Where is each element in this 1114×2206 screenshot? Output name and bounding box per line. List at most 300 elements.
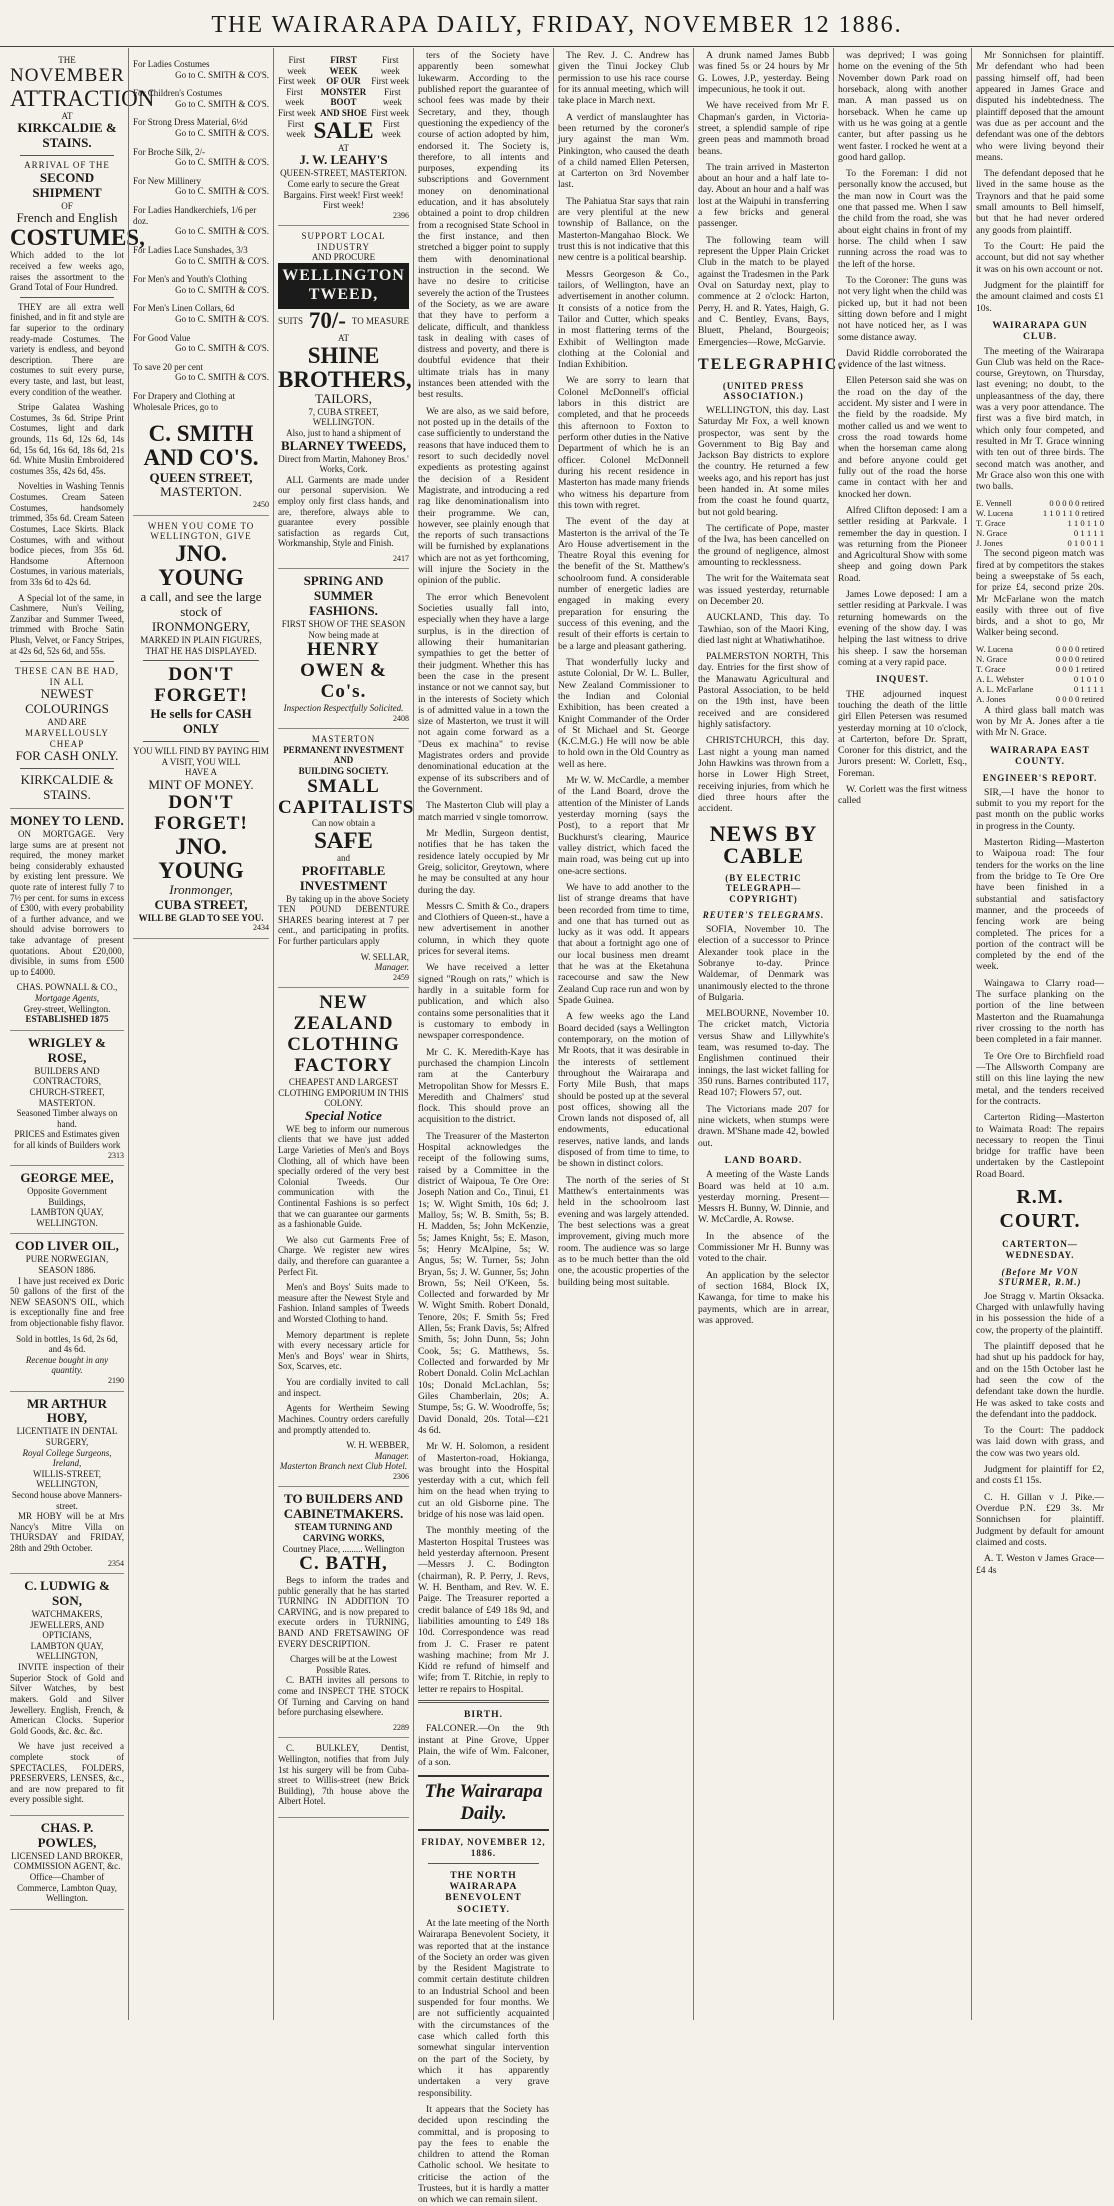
article-paragraph: To the Foreman: I did not personally know the accused, but the man now in Court was the one that passed me. When I saw the child from the road, she was about eight chains in front of my horse. The child when I saw running across the road was to the left of the horse. <box>838 168 967 270</box>
column-7 <box>833 48 971 2020</box>
ad-text: AND ARE <box>47 717 87 728</box>
ad-text: Charges will be at the Lowest Possible Rates. <box>289 1654 398 1675</box>
list-sign: Go to C. SMITH & CO'S. <box>175 343 269 354</box>
ad-text: SUITS <box>278 315 304 326</box>
article-paragraph: A third glass ball match was won by Mr A. Jones after a tie with Mr N. Grace. <box>976 704 1104 739</box>
ad-text: THEY are all extra well finished, and in fit and style are far superior to the ordinary ready-made Costumes. The variety is endless, and beyond description. There are costumes to suit every purse, every taste, and last, but least, every condition of the weather. <box>10 301 124 397</box>
gun-club-heading: WAIRARAPA GUN CLUB. <box>992 319 1088 343</box>
ad-text: Royal College Surgeons, Ireland, <box>22 1447 112 1469</box>
article-paragraph: To the Court: The paddock was laid down with grass, and the cow was two years old. <box>976 1425 1104 1459</box>
article-paragraph: Messrs Georgeson & Co., tailors, of Wellington, have an advertisement in another column. It consists of a notice from the Tailor and Cutter, which speaks in most flattering terms of the Exhibit of Wellington made clothing at the Colonial and Indian Exhibition. <box>558 268 689 371</box>
ad-text: CHURCH-STREET, MASTERTON. <box>29 1086 105 1108</box>
article-paragraph: MELBOURNE, November 10. The cricket match, Victoria versus Shaw and Lillywhite's team, was resumed to-day. The Englishmen continued their innings, the last wicket falling for 350 runs. Barnes contributed 117, Read 107; Flowers 57, out. <box>698 1008 829 1099</box>
article-paragraph: Mr Medlin, Surgeon dentist, notifies that he has taken the residence lately occupied by Mr Greig, solicitor, Greytown, where he may be consulted at any hour during the day. <box>418 827 549 896</box>
ad-heading: FOR CASH ONLY. <box>15 748 119 764</box>
list-label: For Children's Costumes <box>133 88 223 99</box>
ad-text: Which added to the lot received a few weeks ago, raises the assortment to the Grand Total of Four Hundred. <box>10 250 124 293</box>
ad-text: MASTERTON <box>311 734 376 745</box>
bulkley-ad <box>278 1738 409 1818</box>
smith-row <box>133 358 269 387</box>
ad-text: PURE NORWEGIAN, SEASON 1886. <box>25 1254 109 1275</box>
article-paragraph: Judgment for the plaintiff for the amount claimed and costs £1 10s. <box>976 279 1104 314</box>
ad-text: LICENTIATE IN DENTAL SURGERY, <box>16 1426 118 1447</box>
article-paragraph: Masterton Riding—Masterton to Waipoua road: The four tenders for the works on the line from the bridge to Te Ore Ore have been finished in a substantial and satisfactory manner, and the proceeds of fencing work are being completed. The prices for a portion of the contract will be completed by the end of the week. <box>976 837 1104 973</box>
score-row: A. L. McFarlane 0 1 1 1 1 <box>976 684 1104 695</box>
ad-text: LAMBTON QUAY, WELLINGTON. <box>30 1207 104 1228</box>
ad-text: Now being made at <box>308 629 379 640</box>
ad-text: LICENSED LAND BROKER, <box>11 1850 123 1861</box>
list-sign: Go to C. SMITH & CO'S. <box>175 372 269 383</box>
ad-text: QUEEN-STREET, MASTERTON. <box>280 168 407 179</box>
ad-text: PRICES and Estimates given for all kinds of Builders work <box>13 1129 121 1151</box>
ad-heading: WELLINGTON TWEED, <box>278 263 409 309</box>
ad-text: Opposite Government Buildings, <box>27 1186 107 1207</box>
list-label: For Men's and Youth's Clothing <box>133 274 248 285</box>
ad-text: Manager. <box>374 1450 409 1461</box>
ad-ref: 2450 <box>253 500 269 510</box>
ad-text: AT <box>338 142 349 153</box>
editorial-heading: THE NORTH WAIRARAPA BENEVOLENT SOCIETY. <box>445 1869 522 1915</box>
ad-text: THESE CAN BE HAD, IN ALL <box>15 666 119 687</box>
list-sign: Go to C. SMITH & CO'S. <box>175 284 269 295</box>
column-1 <box>6 48 155 2020</box>
list-sign: Go to C. SMITH & CO'S. <box>175 128 269 139</box>
sale-row: First week AND SHOE First week <box>278 108 409 119</box>
henry-owen-ad <box>278 569 409 729</box>
ad-text: WILL BE GLAD TO SEE YOU. <box>138 912 264 923</box>
ad-heading: COSTUMES, <box>10 225 145 251</box>
ad-text: MARKED IN PLAIN FIGURES, <box>140 635 262 646</box>
article-paragraph: The monthly meeting of the Masterton Hospital Trustees was held yesterday afternoon. Present—Messrs J. C. Bodington (chairman), R. P. Perry, J. Revs, W. H. Bentham, and Rev. W. E. Paige. The Treasurer reported a credit balance of £49 18s 9d, and liabilities amounting to £49 18s 10d. Correspondence was read from J. C. Fraser re patent washing machine; from Mr J. Kidd re refund of himself and wife; from T. Ritchie, in reply to letter re repairs to Hospital. <box>418 1525 549 1695</box>
ad-heading: MR ARTHUR HOBY, <box>26 1395 108 1426</box>
ad-text: HAVE A <box>184 767 218 778</box>
ad-text: BUILDERS AND CONTRACTORS, <box>32 1065 102 1087</box>
cable-agency: REUTER'S TELEGRAMS. <box>702 910 825 921</box>
list-label: For Ladies Lace Sunshades, 3/3 <box>133 244 248 255</box>
article-paragraph: Mr Sonnichsen for plaintiff. Mr defendant who had been passing himself off, had been appeared in James Grace and disputed his indebtedness. The plaintiff deposed that the amount was due as per account and the defendant was one of the debtors who were living beyond their means. <box>976 50 1104 163</box>
telegraphic-heading: TELEGRAPHIC. <box>698 355 845 373</box>
article-paragraph: The following team will represent the Upper Plain Cricket Club in the match to be played against the Tradesmen in the Park Oval on Saturday next, play to commence at 2 o'clock: Harton, Perry, H. and R. Yates, Haigh, G. and C. Bentley, Evans, Bays, Bluett, Pheland, Bourgeois; Emergencies—Rowe, McGarvie. <box>698 234 829 348</box>
ad-heading: CLOTHING FACTORY <box>287 1034 400 1077</box>
ad-firm: KIRKCALDIE & STAINS. <box>20 772 114 803</box>
ad-firm: KIRKCALDIE & STAINS. <box>17 120 117 151</box>
smith-row <box>133 201 269 241</box>
ad-heading: French and English <box>16 210 118 226</box>
sale-row: First week MONSTER BOOT First week <box>285 86 402 108</box>
list-label: For Good Value <box>133 332 191 343</box>
article-paragraph: Joe Stragg v. Martin Oksacka. Charged with unlawfully having in his possession the hide of a cow, the property of the plaintiff. <box>976 1290 1104 1336</box>
article-paragraph: We are sorry to learn that Colonel McDonnell's official labors in this district are completed, and that he proceeds this afternoon to Foxton to perform other duties in the Native Department of which he is an officer. Colonel McDonnell during his recent residence in Masterton has made many friends who witness his departure from this town with regret. <box>558 375 689 511</box>
list-sign: Go to C. SMITH & CO'S. <box>175 186 269 197</box>
young-ad <box>133 516 269 939</box>
article-paragraph: We have received a letter signed "Rough on rats," which is hardly in a suitable form for publication, and which also contains some personalities that it is customary to embody in newspaper correspondence. <box>418 962 549 1042</box>
article-paragraph: was deprived; I was going home on the evening of the 5th November down Park road on horseback, along with another man. A man passed us on horseback. When he came up with us he was going at a gentle canter, but after passing us he went faster. I rocked he went at a good hard gallop. <box>838 50 967 163</box>
ad-text: Recenue bought in any quantity. <box>25 1354 109 1376</box>
article-paragraph: PALMERSTON NORTH, This day. Entries for the first show of the Manawatu Agricultural and Pastoral Association, to be held on the 19th inst, have been received and are considered highly satisfactory. <box>698 651 829 731</box>
ad-text: Agents for Wertheim Sewing Machines. Country orders carefully and promptly attended to. <box>278 1403 409 1435</box>
birth-heading: BIRTH. <box>464 1709 503 1721</box>
article-paragraph: Mr C. K. Meredith-Kaye has purchased the champion Lincoln ram at the Canterbury Metropolitan Show for Messrs E. Meredith and Chalmers' stud flock. This should prove an acquisition to the district. <box>418 1046 549 1126</box>
ad-text: LAMBTON QUAY, WELLINGTON, <box>30 1640 104 1662</box>
ad-heading: IRONMONGERY, <box>151 619 251 635</box>
ad-firm: J. W. LEAHY'S <box>299 152 388 168</box>
ad-text: Sold in bottles, 1s 6d, 2s 6d, and 4s 6d. <box>16 1333 118 1355</box>
list-sign: Go to C. SMITH & CO'S. <box>175 255 269 266</box>
article-paragraph: James Lowe deposed: I am a settler residing at Parkvale. I was returning homewards on the evening of the show day. I was helping the last witness to drive his sheep. I saw the horseman coming at a very rapid pace. <box>838 589 967 668</box>
ad-firm: JNO. YOUNG <box>158 833 244 883</box>
ad-text: By taking up in the above Society TEN POUND DEBENTURE SHARES bearing interest at 7 per cent., and participating in profits. For further particulars apply <box>278 893 409 947</box>
ad-text: FIRST SHOW OF THE SEASON <box>281 619 406 630</box>
ad-text: C. BATH invites all persons to come and INSPECT THE STOCK Of Turning and Carving on hand before purchasing elsewhere. <box>278 1675 409 1718</box>
suit-price <box>278 309 409 333</box>
ad-text: Memory department is replete with every necessary article for Men's and Boys' wear in Shirts, Sox, Scarves, etc. <box>278 1329 409 1372</box>
article-paragraph: CHRISTCHURCH, this day. Last night a young man named John Hawkins was thrown from a horse in Lower High Street, receiving injuries, from which he died three hours after the accident. <box>698 735 829 815</box>
list-label: For Men's Linen Collars, 6d <box>133 303 235 314</box>
editorial-date: FRIDAY, NOVEMBER 12, 1886. <box>421 1837 546 1859</box>
list-label: For Ladies Costumes <box>133 59 210 69</box>
article-paragraph: Mr W. W. McCardle, a member of the Land Board, drove the attention of the Minister of Lands yesterday morning (says the Post), to a report that Mr Buckhurst's clearing, Maurice valley district, which faced the main road, was being cut up into one-acre sections. <box>558 775 689 877</box>
ad-text: Courtney Place, ......... Wellington <box>282 1543 405 1554</box>
ad-price: 70/- <box>308 307 346 333</box>
smith-row <box>133 143 269 172</box>
ad-text: AT <box>338 332 349 343</box>
ad-heading: SMALL CAPITALISTS <box>278 775 415 818</box>
ad-text: ARRIVAL OF THE <box>24 160 110 171</box>
smith-row <box>133 113 269 142</box>
article-paragraph: Waingawa to Clarry road—The surface planking on the portion of the line between Masterton and the Ruamahunga river crossing to the north has been completed in a fair manner. <box>976 977 1104 1046</box>
article-paragraph: The defendant deposed that he lived in the same house as the Traynors and that he paid some small amounts to Bell himself, but that he had never ordered any goods from plaintiff. <box>976 168 1104 236</box>
ad-heading: COD LIVER OIL, <box>15 1238 119 1254</box>
list-label: For Ladies Handkerchiefs, 1/6 per doz. <box>133 205 257 226</box>
score-row: T. Grace 1 1 0 1 1 0 <box>976 517 1104 528</box>
ad-text: Direct from Martin, Mahoney Bros.' Works, Cork. <box>278 453 409 475</box>
ad-text: Come early to secure the Great Bargains. First week! First week! First week! <box>283 178 404 211</box>
ad-heading: NEW ZEALAND <box>293 992 394 1035</box>
ad-firm: C. BATH, <box>299 1553 388 1575</box>
article-paragraph: Mr W. H. Solomon, a resident of Masterton-road, Hokianga, was brought into the Hospital yesterday with a cut, which fell him on the head when trying to cut an old Gisborne pine. The bridge of his nose was laid open. <box>418 1441 549 1521</box>
ad-text: Second house above Manners-street. <box>11 1490 123 1511</box>
list-label: For New Millinery <box>133 175 201 186</box>
ad-heading: DON'T FORGET! <box>154 664 248 707</box>
ad-heading: GEORGE MEE, <box>20 1170 114 1186</box>
cod-liver-oil-ad <box>10 1234 124 1391</box>
editorial-masthead: The Wairarapa Daily. <box>418 1775 549 1832</box>
ad-text: Mortgage Agents, <box>34 993 100 1004</box>
hoby-ad <box>10 1392 124 1575</box>
telegraphic-subheading: (UNITED PRESS ASSOCIATION.) <box>722 380 805 402</box>
article-paragraph: Messrs C. Smith & Co., drapers and Clothiers of Queen-st., have a new advertisement in another column, in which they quote prices for several items. <box>418 900 549 958</box>
article-paragraph: ters of the Society have apparently been somewhat lukewarm. According to the published report the guarantee of school fees was made by their Secretary, and they, though questioning the expediency of the course of action adopted by him, endorsed it. The Society is, therefore, to all intents and purposes, expending its subscriptions and Government money on denominational education, and it has absolutely obtained a point to drop children from a recognised State School in the first instance, and then stretched a bigger point to supply them with denominational instruction in the second. We have no desire to criticise severely the action of the Trustees of the Society, as we are aware that they have to perform a delicate, difficult, and thankless task in dealing with cases of distress and poverty, and there is doubtful evidence that their ultimate trials has in many instances been attended with the best results. <box>418 50 549 401</box>
court-place: CARTERTON—WEDNESDAY. <box>1002 1239 1078 1260</box>
ad-firm: JNO. YOUNG <box>158 541 244 591</box>
article-paragraph: THE adjourned inquest touching the death of the little girl Ellen Petersen was resumed yesterday morning at 10 o'clock, at Carterton, before Dr. Spratt, Coroner for this district, and the Jurors present: W. Corlett, Esq., Foreman. <box>838 688 967 779</box>
article-paragraph: The Pahiatua Star says that rain are very plentiful at the new township of Ballance, on the Masterton-Mangahao Block. We trust this is not indicative that this new centre is a political bearship. <box>558 195 689 264</box>
ad-text: Can now obtain a <box>311 818 376 829</box>
score-table <box>976 498 1104 549</box>
article-paragraph: The meeting of the Wairarapa Gun Club was held on the Race-course, Greytown, on Thursday, last evening; no doubt, to the unpleasantness of the day, there was a very poor attendance. The first was a five bird match, in which only four competed, and resulted in Mr T. Grace winning with ten out of three birds. The second match was another, and Mr Grace also won this one with two balls. <box>976 345 1104 493</box>
george-mee-ad <box>10 1166 124 1234</box>
article-paragraph: David Riddle corroborated the evidence of the last witness. <box>838 347 967 371</box>
article-paragraph: To the Coroner: The guns was not very light when the child was picked up, but it had not been sitting down before and I might not have noticed her, as I was some distance away. <box>838 274 967 343</box>
article-paragraph: The plaintiff deposed that he had shut up his paddock for hay, and on the 15th October last he had seen the cow of the defendant take down the hurdle. He was asked to take costs and the defendant into the paddock. <box>976 1340 1104 1420</box>
ad-text: Seasoned Timber always on hand. <box>16 1108 118 1129</box>
cable-subheading: (BY ELECTRIC TELEGRAPH—COPYRIGHT) <box>725 872 802 904</box>
nz-clothing-ad <box>278 988 409 1487</box>
article-paragraph: WELLINGTON, this day. Last Saturday Mr Fox, a well known prospector, was sent by the Government to Big Bay and Jackson Bay districts to explore the country. He returned a few weeks ago, and his report has just been handed in. At some miles from the coast he found quartz, but not gold bearing. <box>698 404 829 518</box>
sale-row: First week FIRST WEEK First week <box>287 55 400 76</box>
article-paragraph: Alfred Clifton deposed: I am a settler residing at Parkvale. I remember the day in question. I was returning from the Pioneer and Agricultural Show with some sheep and going down Park Road. <box>838 504 967 584</box>
article-paragraph: It appears that the Society has decided upon rescinding the committal, and is proposing to pay the fees to enable the children to attend the Roman Catholic school. We hesitate to criticise the action of the Trustees, but it is hardly a matter on which we can remain silent. <box>418 2103 549 2206</box>
column-3 <box>273 48 413 2020</box>
ad-heading: MONEY TO LEND. <box>10 812 124 828</box>
smith-row <box>133 387 269 416</box>
smith-row <box>133 241 269 270</box>
ad-ref: 2354 <box>108 1558 124 1568</box>
ad-text: Inspection Respectfully Solicited. <box>283 703 404 714</box>
article-paragraph: An application by the selector of section 1684, Block IX, Kawanga, for time to make his payments, which are in arrear, was approved. <box>698 1269 829 1326</box>
article-paragraph: At the late meeting of the North Wairarapa Benevolent Society, it was reported that at the instance of the Society an order was given by the Resident Magistrate to commit certain destitute children to an Industrial School and been suspended for four months. We are not sufficiently acquainted with the circumstances of the case which called forth this somewhat singular intervention on the part of the Society, by which it has apparently undertaken a very grave responsibility. <box>418 1917 549 2099</box>
score-row: W. Lucena 0 0 0 0 retired <box>976 643 1104 654</box>
ad-ref: 2396 <box>393 210 409 220</box>
ad-heading: TO BUILDERS AND CABINETMAKERS. <box>283 1491 404 1522</box>
smith-row <box>133 329 269 358</box>
ad-text: We have just received a complete stock of SPECTACLES, FOLDERS, PRESERVERS, LENSES, &c., and are now prepared to fit every possible sight. <box>10 1741 124 1805</box>
column-8 <box>971 48 1108 2020</box>
smith-row <box>133 172 269 201</box>
ad-ref: 2190 <box>108 1376 124 1386</box>
ad-heading: MINT OF MONEY. <box>148 776 254 792</box>
newspaper-page <box>6 48 1108 2206</box>
article-paragraph: That wonderfully lucky and astute Colonial, Dr W. L. Buller, New Zealand Commissioner to the Indian and Colonial Exhibition, has been created a Knight Commander of the Order of St Michael and St. George (K.C.M.G.) He will now be able to hold own in the Old Country as well as here. <box>558 656 689 770</box>
article-paragraph: We have received from Mr F. Chapman's garden, in Victoria-street, a splendid sample of ripe green peas and mammoth broad beans. <box>698 100 829 157</box>
score-row: E. Vennell 0 0 0 0 0 retired <box>976 497 1104 508</box>
article-paragraph: Ellen Peterson said she was on the road on the day of the accident. My sister and I were in the field by the roadside. My mother called us and we went to cross the road towards home when the horseman came along and before anyone could get fully out of the road the horse came in contact with her and knocked her down. <box>838 375 967 500</box>
ad-text: WE beg to inform our numerous clients that we have just added Large Varieties of Men's and Boys Clothing, all of which have been specially ordered of the very best Colonial Tweeds. Our communication with the Continental Fashions is so perfect that we can guarantee our garments as a fashionable Guide. <box>278 1123 409 1230</box>
score-row: N. Grace 0 1 1 1 1 <box>976 527 1104 538</box>
ad-heading: He sells for CASH ONLY <box>150 706 252 737</box>
ad-firm: C. SMITH AND CO'S. <box>143 421 259 471</box>
ad-text: Stripe Galatea Washing Costumes, 3s 6d. Stripe Print Costumes, light and dark grounds, 11s 6d, 12s 6d, 14s 6d, 15s 6d, 16s 6d, 18s 6d, 21s 6d. White Muslin Embroidered costumes 35s, 42s 6d, 45s. <box>10 402 124 476</box>
ad-text: C. BULKLEY, Dentist, Wellington, notifies that from July 1st his surgery will be from Cuba-street to Willis-street (new Brick Building), 7th house above the Albert Hotel. <box>278 1743 409 1807</box>
list-sign: Go to C. SMITH & CO'S. <box>175 98 269 109</box>
sale-row: First week SALE First week <box>286 117 401 143</box>
ad-heading: WRIGLEY & ROSE, <box>28 1034 106 1065</box>
ad-ref: 2408 <box>393 713 409 723</box>
county-heading: WAIRARAPA EAST COUNTY. <box>990 744 1090 767</box>
article-paragraph: C. H. Gillan v J. Pike.—Overdue P.N. £29 3s. Mr Sonnichsen for plaintiff. Judgment by default for amount claimed and costs. <box>976 1491 1104 1548</box>
ad-text: PERMANENT INVESTMENT AND <box>283 744 404 766</box>
ad-text: CHAS. POWNALL & CO., <box>16 982 118 993</box>
article-paragraph: The train arrived in Masterton about an hour and a half late to-day. About an hour and a half was lost at the Waipuhi in transferring a few bricks and general passenger. <box>698 161 829 230</box>
score-row: A. L. Webster 0 1 0 1 0 <box>976 674 1104 685</box>
article-paragraph: SOFIA, November 10. The election of a successor to Prince Alexander took place in the Sobranye to-day. Prince Waldemar, of Denmark was unanimously elected to the throne of Bulgaria. <box>698 923 829 1003</box>
article-paragraph: W. Corlett was the first witness called <box>838 784 967 807</box>
ad-text: Men's and Boys' Suits made to measure after the Newest Style and Fashion. Inland samples of Tweeds and Worsted Clothing to hand. <box>278 1282 409 1325</box>
ad-heading: Special Notice <box>305 1107 382 1123</box>
score-table <box>976 644 1104 705</box>
ad-text: Grey-street, Wellington. <box>23 1003 111 1014</box>
article-paragraph: The Masterton Club will play a match married v single tomorrow. <box>418 800 549 823</box>
ad-heading: NOVEMBER <box>10 64 125 86</box>
ad-text: Manager. <box>374 962 409 973</box>
ad-text: You are cordially invited to call and inspect. <box>278 1377 409 1398</box>
ad-text: WILLIS-STREET, WELLINGTON, <box>32 1468 102 1490</box>
score-row: J. Jones 0 1 0 0 1 1 <box>976 538 1104 549</box>
list-sign: Go to C. SMITH & CO'S. <box>175 157 269 168</box>
ad-heading: PROFITABLE INVESTMENT <box>299 862 388 893</box>
ad-text: a call, and see the large stock of <box>140 589 262 620</box>
ad-heading: SPRING AND SUMMER FASHIONS. <box>303 573 384 619</box>
ad-text: WATCHMAKERS, JEWELLERS, AND OPTICIANS, <box>30 1609 104 1641</box>
article-paragraph: The Treasurer of the Masterton Hospital acknowledges the receipt of the following sums, raised by a Committee in the district of Waipoua, Te Ore Ore: Joseph Nation and Co., Tinui, £1 1s; W. Wight Smith, 10s 6d; J. Malloy, 5s; W. B. Smith, 5s; B. H. Madden, 5s; John McKenzie, 5s; James Knight, 5s; E. Mason, 5s; Henry McAlpine, 5s; W. Angus, 5s; W. Turner, 5s; John Bryan, 5s; J. W. Gunner, 5s; John Brown, 5s; Neil O'Keen, 5s. Collected and forwarded by Mr W. Wight Smith. Robert Donald, Tenore, 20s; F. Smith 5s; Fred Allen, 5s; Frank Davis, 5s; Alfred Smith, 5s; John Dunn, 5s; John Cook, 5s; G. Matthews, 5s. Collected and forwarded by Mr Robert Donald. Colin McLachlan 10s; Donald McLachlan, 5s; Giles Chamberlain, 20s; A. Stumpe, 5s; G. W. Woodroffe, 5s; David Donald, 20s. Total—£21 4s 6d. <box>418 1130 549 1436</box>
ad-text: MARVELLOUSLY CHEAP <box>25 727 109 749</box>
ad-text: YOU WILL FIND BY PAYING HIM <box>133 746 269 757</box>
bath-ad <box>278 1487 409 1738</box>
list-label: For Broche Silk, 2/- <box>133 146 205 157</box>
ad-text: COMMISSION AGENT, &c. <box>13 1861 121 1872</box>
ad-text: SUPPORT LOCAL INDUSTRY <box>301 231 386 252</box>
ad-text: INVITE inspection of their Superior Stock of Gold and Silver Watches, by best makers. Gold and Silver Jewellery. English, French, & American Clocks. Superior Gold Goods, &c. &c. &c. <box>10 1662 124 1736</box>
ad-text: A VISIT, YOU WILL <box>161 756 241 767</box>
ad-text: AT <box>61 110 73 121</box>
smith-row <box>133 270 269 299</box>
article-paragraph: Judgment for plaintiff for £2, and costs £1 15s. <box>976 1464 1104 1487</box>
smith-list-ad <box>133 50 269 516</box>
article-paragraph: Carterton Riding—Masterton to Waimata Road: The repairs necessary to reopen the Tinui bridge for traffic have been undertaken by the Castlepoint Road Board. <box>976 1112 1104 1180</box>
article-paragraph: Te Ore Ore to Birchfield road—The Allsworth Company are still on this line laying the new metal, and the tenders received for the contracts. <box>976 1050 1104 1107</box>
ad-heading: DON'T FORGET! <box>154 791 248 834</box>
ad-ref: 2417 <box>393 554 409 564</box>
ad-text: Masterton Branch next Club Hotel. <box>279 1461 408 1472</box>
article-paragraph: The Rev. J. C. Andrew has given the Tinui Jockey Club permission to use his race course for its annual meeting, which will take place in March next. <box>558 50 689 107</box>
ad-text: TO MEASURE <box>351 315 409 326</box>
ad-text: AND PROCURE <box>311 252 376 263</box>
column-2 <box>128 48 273 2020</box>
court-heading: R.M. COURT. <box>999 1186 1081 1232</box>
ad-heading: SAFE <box>314 828 373 854</box>
article-paragraph: A few weeks ago the Land Board decided (says a Wellington contemporary, on the motion of Mr Roots, that it was desirable in the interests of settlement throughout the Wairarapa and Forty Mile Bush, that maps should be posted up at the several post offices, showing all the Crown lands not disposed of, all endowments, educational reserves, native lands, and lands disposed of from time to time, to be shown in distinct colors. <box>558 1011 689 1170</box>
article-paragraph: A verdict of manslaughter has been returned by the coroner's jury against the man Wm. Pinkington, who caused the death of a child named Ellen Petersen, at Carterton on 3rd November last. <box>558 111 689 191</box>
score-row: A. Jones 0 0 0 0 retired <box>976 694 1104 705</box>
ad-text: TAILORS, <box>314 390 373 406</box>
ad-text: W. H. WEBBER, <box>346 1440 409 1451</box>
smith-row <box>133 84 269 113</box>
list-label: For Drapery and Clothing at Wholesale Prices, go to <box>133 391 235 412</box>
kirkcaldie-ad <box>10 50 155 809</box>
ad-ref: 2459 <box>393 972 409 982</box>
ad-text: 7, CUBA STREET, WELLINGTON. <box>308 406 379 428</box>
ad-text: CUBA STREET, <box>154 896 248 912</box>
ad-text: MASTERTON. <box>160 484 242 500</box>
ad-ref: 2434 <box>253 923 269 933</box>
ad-heading: ATTRACTION <box>10 85 155 111</box>
ad-text: OF <box>61 200 73 211</box>
wrigley-ad <box>10 1031 124 1166</box>
ad-text: and <box>337 853 350 864</box>
score-row: N. Grace 0 0 0 0 retired <box>976 653 1104 664</box>
cable-heading: NEWS BY CABLE <box>709 820 818 868</box>
land-board-heading: LAND BOARD. <box>724 1154 803 1166</box>
article-paragraph: A. T. Weston v James Grace—£4 4s <box>976 1553 1104 1576</box>
ad-text: ALL Garments are made under our personal supervision. We employ only first class hands, and are, therefore, always able to guarantee every possible satisfaction as regards Cut, Workmanship, Style and Finish. <box>278 474 409 549</box>
ad-heading: BLARNEY TWEEDS, <box>281 437 406 453</box>
shine-brothers-ad <box>278 226 412 569</box>
leahy-ad <box>278 50 409 226</box>
court-before: (Before Mr VON STURMER, R.M.) <box>998 1266 1082 1288</box>
ad-text: ESTABLISHED 1875 <box>25 1014 109 1025</box>
article-paragraph: A drunk named James Bubb was fined 5s or 24 hours by Mr G. Lowes, J.P., yesterday. Being impecunious, he took it out. <box>698 50 829 95</box>
article-paragraph: To the Court: He paid the account, but did not say whether it was on his own account or not. <box>976 241 1104 275</box>
ad-firm: SHINE BROTHERS, <box>278 342 412 392</box>
ad-heading: CHAS. P. POWLES, <box>37 1819 97 1850</box>
article-paragraph: A meeting of the Waste Lands Board was held at 10 a.m. yesterday morning. Present—Messrs H. Bunny, W. Dinnie, and W. McCardle, A. Rowse. <box>698 1169 829 1226</box>
article-paragraph: In the absence of the Commissioner Mr H. Bunny was voted to the chair. <box>698 1230 829 1265</box>
ad-text: MR HOBY will be at Mrs Nancy's Mitre Villa on THURSDAY and FRIDAY, 28th and 29th October. <box>10 1511 124 1554</box>
list-sign: Go to C. SMITH & CO'S. <box>175 69 269 80</box>
ad-heading: SECOND SHIPMENT <box>32 169 102 200</box>
article-paragraph: We have to add another to the list of strange dreams that have been recorded from time to time, and one that has turned out as lucky as it was odd. It appears that about a fortnight ago one of our local business men dreamt that he was at the Eketahuna racecourse and saw the New Zealand Cup race run and won by Spade Guinea. <box>558 881 689 1006</box>
list-sign: Go to C. SMITH & CO'S. <box>175 226 269 237</box>
ad-text: THAT HE HAS DISPLAYED. <box>145 645 257 656</box>
score-row: T. Grace 0 0 0 1 retired <box>976 664 1104 675</box>
ludwig-ad <box>10 1574 124 1816</box>
ad-heading: C. LUDWIG & SON, <box>24 1578 110 1609</box>
ad-heading: NEWEST COLOURINGS <box>25 686 109 717</box>
ad-text: Office—Chamber of Commerce, Lambton Quay, Wellington. <box>17 1872 117 1904</box>
list-label: For Strong Dress Material, 6½d <box>133 117 248 128</box>
article-paragraph: The error which Benevolent Societies usually fall into, especially when they have a large surplus, is in the direction of allowing their humanitarian sympathies to get the better of their judgment. Whether this has been the case in the present instance or not we cannot say, but in the interests of Society which is of admitted value in a town the size of Masterton, we trust it will not again come forward as a "Deus ex machina" to revise Magistrates orders and provide denominational education at the expense of its subscribers and of the Government. <box>418 591 549 795</box>
article-paragraph: The north of the series of St Matthew's entertainments was held in the schoolroom last evening and was largely attended. The best selections was a great improvement, giving much more room. The audience was so large as to be much better than the old one, the acoustic properties of the building being most suitable. <box>558 1174 689 1288</box>
sale-row: First week OF OUR First week <box>278 76 409 87</box>
list-sign: Go to C. SMITH & CO'S. <box>175 313 269 324</box>
ad-text: Also, just to hand a shipment of <box>286 427 401 438</box>
ad-text: A Special lot of the same, in Cashmere, Nun's Veiling, Zanzibar and Summer Tweed, trimmed with Broche Satin Plush, Velvet, or Fancy Stripes, at 42s 6d, 52s 6d, and 55s. <box>10 592 124 656</box>
powles-ad <box>10 1816 124 1910</box>
ad-text: CHEAPEST AND LARGEST CLOTHING EMPORIUM IN THIS COLONY. <box>278 1076 409 1109</box>
county-subheading: ENGINEER'S REPORT. <box>982 773 1098 784</box>
article-paragraph: SIR,—I have the honor to submit to you my report for the past month on the public works in progress in the County. <box>976 786 1104 832</box>
ad-text: BUILDING SOCIETY. <box>298 766 389 777</box>
masthead <box>0 0 1114 47</box>
money-to-lend-ad <box>10 809 124 1031</box>
ad-firm: HENRY OWEN & Co's. <box>300 639 387 703</box>
ad-text: QUEEN STREET, <box>149 469 253 485</box>
ad-text: Ironmonger, <box>169 881 233 897</box>
ad-text: I have just received ex Doric 50 gallons of the first of the NEW SEASON'S OIL, which is exceptionally fine and free from objectionable fishy flavor. <box>10 1275 124 1329</box>
ad-ref: 2313 <box>108 1150 124 1160</box>
column-4 <box>413 48 553 2206</box>
article-paragraph: We are also, as we said before, not posted up in the details of the case sufficiently to understand the reasons that have induced them to resort to such decidedly novel expedients as protesting against the decision of a Resident Magistrate, and introducing a red rag like denominationalism into their programme. We can, however, see plainly enough that the reports of such transactions will be furnished by explanations which are not as yet forthcoming, will injure the Society in the opinion of the public. <box>418 405 549 587</box>
newspaper-title: THE WAIRARAPA DAILY, FRIDAY, NOVEMBER 12 1886. <box>211 12 903 38</box>
ad-text: Begs to inform the trades and public generally that he has started TURNING IN ADDITION TO CARVING, and is now prepared to execute orders in TURNING, BAND AND FRETSAWING OF EVERY DESCRIPTION. <box>278 1575 409 1649</box>
ad-text: We also cut Garments Free of Charge. We register new wires daily, and therefore can guarantee a Perfect Fit. <box>278 1234 409 1277</box>
score-row: W. Lucena 1 1 0 1 1 0 retired <box>976 507 1104 518</box>
article-paragraph: The certificate of Pope, master of the Iwa, has been cancelled on the ground of negligence, almost amounting to recklessness. <box>698 523 829 568</box>
ad-text: ON MORTGAGE. Very large sums are at present not required, the money market being considerably exhausted by existing lent pressure. We quote rate of interest fully 7 to 7½ per cent. for sums in excess of £300, with every probability of a further advance, and we should advise borrowers to take advantage of present quotations. About £20,000, divisible, in sums from £500 up to £4000. <box>10 828 124 977</box>
ad-text: THE <box>58 55 76 65</box>
building-society-ad <box>278 729 415 988</box>
column-5 <box>553 48 693 2020</box>
list-label: To save 20 per cent <box>133 361 203 372</box>
article-paragraph: The Victorians made 207 for nine wickets, when stumps were drawn. M'Shane made 42, bowled out. <box>698 1103 829 1149</box>
ad-ref: 2306 <box>393 1471 409 1481</box>
smith-row <box>133 299 269 328</box>
birth-notice: FALCONER.—On the 9th instant at Pine Grove, Upper Plain, the wife of Wm. Falconer, of a son. <box>418 1723 549 1769</box>
ad-text: WHEN YOU COME TO WELLINGTON, GIVE <box>147 520 255 542</box>
article-paragraph: The second pigeon match was fired at by competitors the stakes being a sweepstake of 5s each, for prize £4, second prize 20s. Mr McFarlane won the match easily with three out of five birds, and a shot to go, Mr Walker being second. <box>976 548 1104 639</box>
article-paragraph: The event of the day at Masterton is the arrival of the Te Aro House advertisement in the Theatre Royal this evening for the benefit of the St. Matthew's schoolroom fund. A considerable number of energetic ladies are engaged in making every preparation for ensuring the success of this evening, and the result of their efforts is certain to be a large and pleasant gathering. <box>558 516 689 652</box>
smith-row <box>133 55 269 84</box>
